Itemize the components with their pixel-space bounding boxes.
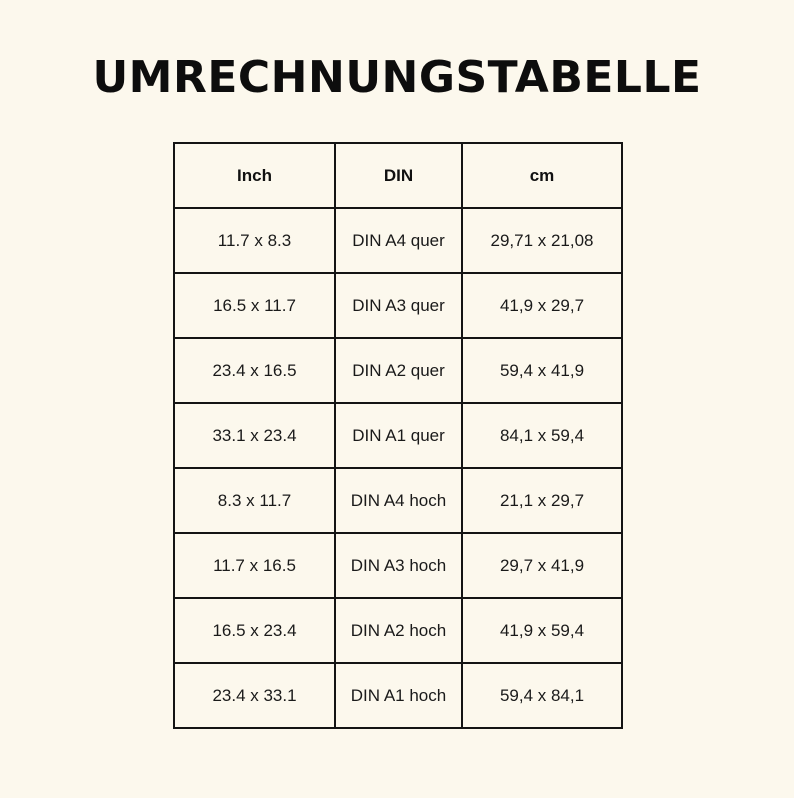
column-header-inch: Inch (174, 143, 335, 208)
cell-cm: 29,7 x 41,9 (462, 533, 622, 598)
table-row (174, 663, 622, 728)
cell-cm: 59,4 x 41,9 (462, 338, 622, 403)
cell-din: DIN A3 hoch (335, 533, 462, 598)
conversion-table (173, 142, 623, 729)
cell-inch: 23.4 x 16.5 (174, 338, 335, 403)
table-row (174, 598, 622, 663)
cell-din: DIN A2 quer (335, 338, 462, 403)
table-row (174, 403, 622, 468)
column-header-cm: cm (462, 143, 622, 208)
cell-inch: 11.7 x 8.3 (174, 208, 335, 273)
cell-inch: 8.3 x 11.7 (174, 468, 335, 533)
cell-inch: 16.5 x 23.4 (174, 598, 335, 663)
cell-cm: 21,1 x 29,7 (462, 468, 622, 533)
table-row (174, 468, 622, 533)
cell-inch: 23.4 x 33.1 (174, 663, 335, 728)
table-row (174, 533, 622, 598)
cell-din: DIN A1 hoch (335, 663, 462, 728)
table-row (174, 208, 622, 273)
table-row (174, 338, 622, 403)
table-row (174, 273, 622, 338)
table-header-row (174, 143, 622, 208)
cell-inch: 11.7 x 16.5 (174, 533, 335, 598)
cell-cm: 41,9 x 29,7 (462, 273, 622, 338)
column-header-din: DIN (335, 143, 462, 208)
cell-din: DIN A4 quer (335, 208, 462, 273)
cell-cm: 41,9 x 59,4 (462, 598, 622, 663)
page-title: UMRECHNUNGSTABELLE (92, 52, 702, 103)
cell-inch: 16.5 x 11.7 (174, 273, 335, 338)
cell-cm: 84,1 x 59,4 (462, 403, 622, 468)
cell-cm: 59,4 x 84,1 (462, 663, 622, 728)
cell-din: DIN A1 quer (335, 403, 462, 468)
cell-din: DIN A4 hoch (335, 468, 462, 533)
cell-inch: 33.1 x 23.4 (174, 403, 335, 468)
cell-din: DIN A3 quer (335, 273, 462, 338)
cell-din: DIN A2 hoch (335, 598, 462, 663)
cell-cm: 29,71 x 21,08 (462, 208, 622, 273)
